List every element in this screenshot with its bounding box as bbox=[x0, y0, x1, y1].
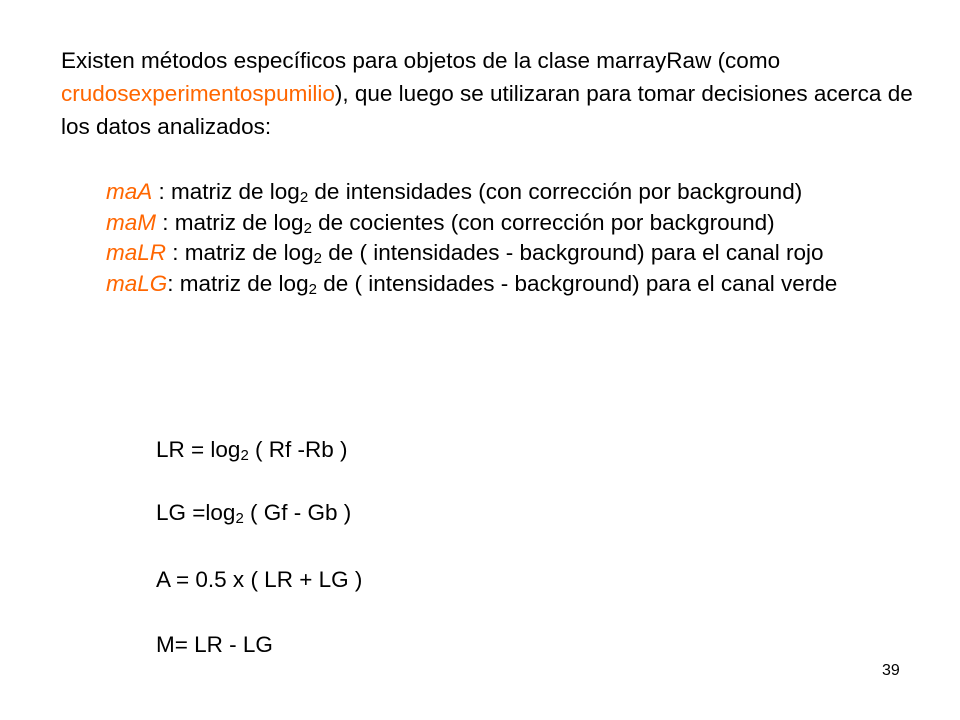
subscript: 2 bbox=[308, 280, 317, 298]
definition-maLR bbox=[106, 238, 926, 269]
formula-text: M= LR - LG bbox=[156, 632, 273, 657]
definition-text: de ( intensidades - background) para el canal verde bbox=[316, 270, 838, 296]
intro-paragraph bbox=[61, 44, 921, 143]
formula-text: LR = log bbox=[156, 437, 241, 462]
term-maM: maM bbox=[106, 209, 156, 235]
formula-text: A = 0.5 x ( LR + LG ) bbox=[156, 567, 363, 592]
definition-maM bbox=[106, 208, 926, 239]
formula-lr bbox=[156, 435, 348, 465]
formula-text: ( Rf -Rb ) bbox=[248, 437, 348, 462]
formula-a bbox=[156, 565, 362, 595]
subscript: 2 bbox=[299, 189, 309, 206]
page-number: 39 bbox=[882, 662, 900, 679]
definition-text: : matriz de log bbox=[156, 209, 304, 235]
term-maLR: maLR bbox=[106, 240, 167, 265]
subscript: 2 bbox=[303, 219, 312, 237]
definition-maLG bbox=[106, 269, 926, 300]
definition-text: de intensidades (con corrección por background) bbox=[308, 179, 803, 204]
formula-lg bbox=[156, 498, 351, 528]
formula-text: LG =log bbox=[156, 500, 236, 525]
definition-text: : matriz de log bbox=[152, 179, 300, 204]
subscript: 2 bbox=[235, 510, 244, 527]
definition-text: : matriz de log bbox=[167, 270, 309, 296]
definition-text: de cocientes (con corrección por background) bbox=[311, 209, 775, 235]
formula-text: ( Gf - Gb ) bbox=[243, 500, 352, 525]
intro-text-end: ), que luego se utilizaran para tomar decisiones acerca de los datos analizados: bbox=[61, 81, 913, 139]
subscript: 2 bbox=[240, 447, 249, 464]
definition-text: de ( intensidades - background) para el canal rojo bbox=[321, 240, 824, 265]
definition-maA bbox=[106, 177, 926, 208]
definition-text: : matriz de log bbox=[166, 240, 314, 265]
term-maLG: maLG bbox=[106, 270, 168, 296]
intro-text-start: Existen métodos específicos para objetos de la clase marrayRaw (como bbox=[61, 48, 781, 73]
formula-m bbox=[156, 630, 273, 660]
object-name-highlight: crudosexperimentospumilio bbox=[61, 81, 335, 106]
term-maA: maA bbox=[106, 179, 153, 204]
definitions-list bbox=[106, 177, 926, 299]
subscript: 2 bbox=[313, 250, 322, 267]
